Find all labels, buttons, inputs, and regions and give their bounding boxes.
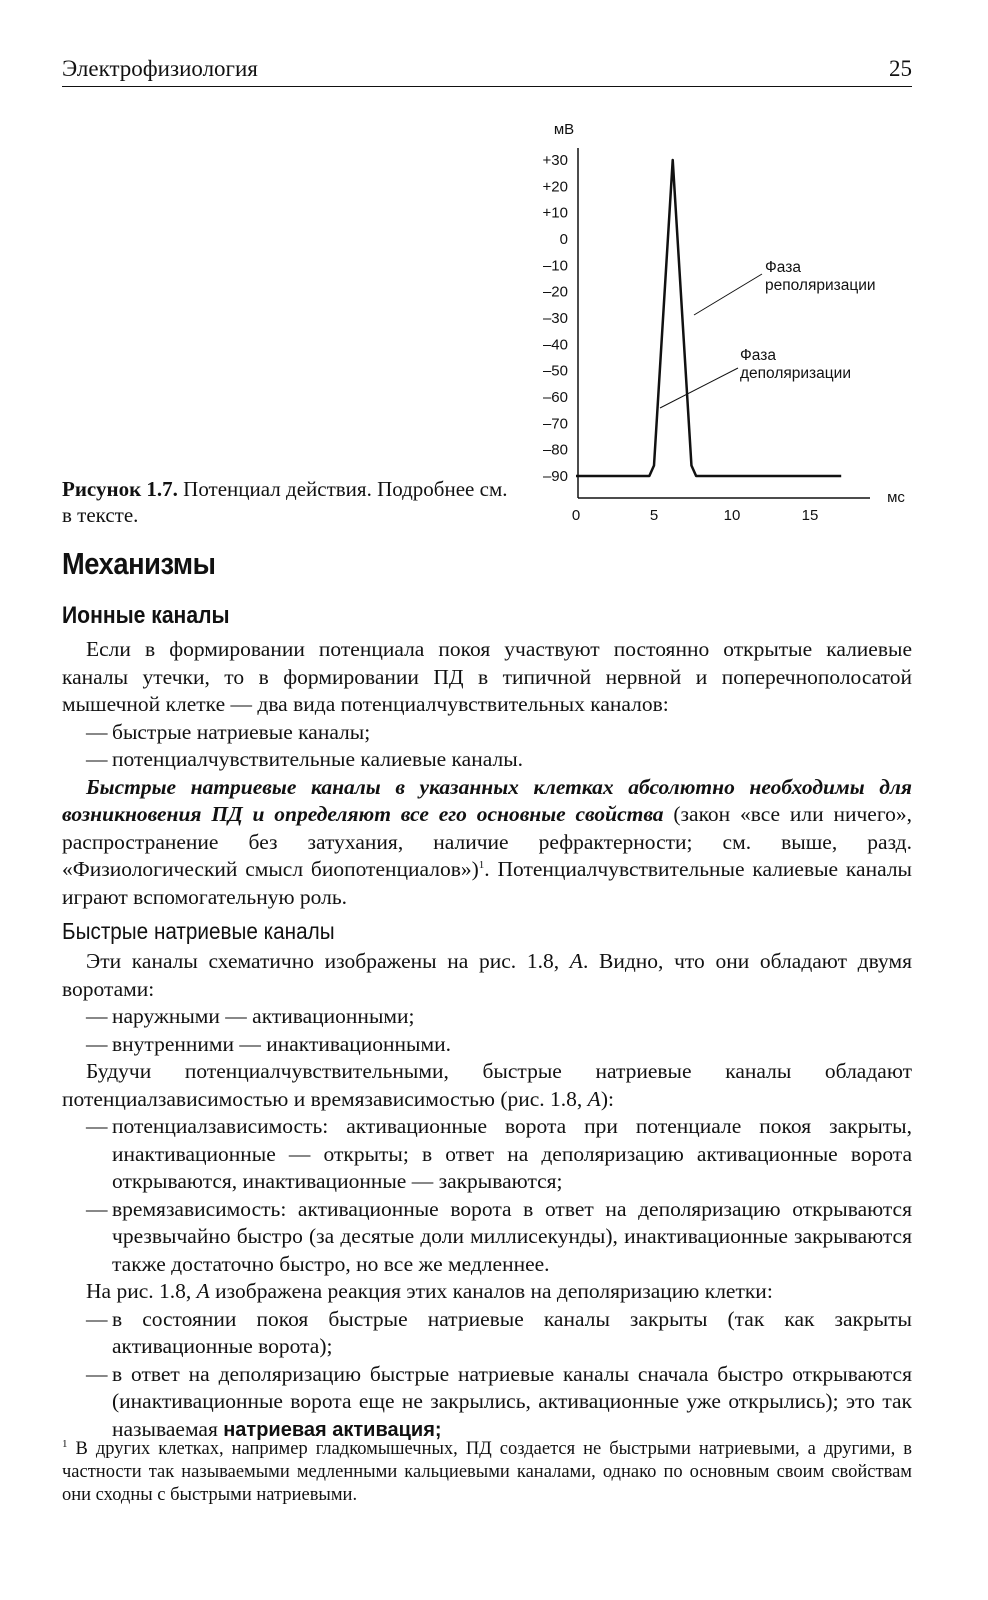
figure-ref: А [569,949,583,973]
text-span: в ответ на деполяризацию быстрые натриевые каналы сначала быстро открываются (инактивационные ворота еще не закрылись, активационные уже открылись); это так называемая [112,1361,912,1441]
depolarization-label: деполяризации [740,365,851,382]
caption-text: Потенциал действия. Подробнее см. в тексте. [62,477,508,527]
paragraph [62,1278,912,1306]
text-span: изображена реакция этих каналов на деполяризацию клетки: [209,1279,773,1303]
emphasis: Быстрые натриевые каналы в указанных клетках абсолютно необходимы для возникновения ПД и определяют все его основные свойства [62,774,912,826]
list-item: — в состоянии покоя быстрые натриевые каналы закрыты (так как закрыты активационные ворота); [62,1306,912,1361]
list-item: — наружными — активационными; [62,1003,912,1031]
chart-svg [500,100,930,560]
y-tick-label: +10 [542,204,568,222]
x-tick-label: 0 [571,507,581,524]
text-span: ): [600,1086,614,1111]
repolarization-label: реполяризации [765,277,876,294]
text-span: В других клетках, например гладкомышечных, ПД создается не быстрыми натриевыми, а другими, в частности так называемыми медленными кальциевыми каналами, однако по основным своим свойствам они сходны с быстрыми натриевыми. [62,1439,912,1505]
footnote-ref: 1 [478,858,485,871]
list-item: — потенциалчувствительные калиевые каналы. [62,746,912,774]
paragraph [62,774,912,912]
list-item: — времязависимость: активационные ворота в ответ на деполяризацию открываются чрезвычайно быстро (за десятые доли миллисекунды), инактивационные закрываются также достаточно быстро, но все же медленнее. [62,1196,912,1279]
section-title: Механизмы [62,546,216,581]
list-item [62,1361,912,1445]
y-tick-label: –70 [542,415,568,433]
y-tick-label: +30 [542,152,568,169]
depolarization-label: Фаза [740,347,776,364]
footnote-mark: 1 [62,1437,68,1450]
repolarization-leader [694,274,762,315]
caption-label: Рисунок 1.7. [62,477,178,501]
y-tick-label: –50 [542,362,568,380]
page-header [62,54,912,87]
depolarization-leader [660,368,738,408]
text-span: Будучи потенциалчувствительными, быстрые натриевые каналы обладают потенциалзависимостью и времязависимостью (рис. 1.8, [62,1059,912,1111]
action-potential-line [576,160,841,476]
list-item: — внутренними — инактивационными. [62,1031,912,1059]
list-item: — потенциалзависимость: активационные ворота при потенциале покоя закрыты, инактивационные — открыты; в ответ на деполяризацию активационные ворота открываются, инактивационные — закрываются; [62,1113,912,1196]
figure-ref: А [196,1279,210,1303]
subsection-title: Ионные каналы [62,602,230,629]
page-number: 25 [889,56,912,81]
paragraph: Если в формировании потенциала покоя участвуют постоянно открытые калиевые каналы утечки, то в формировании ПД в типичной нервной и поперечнополосатой мышечной клетке — два вида потенциалчувствительных каналов: [62,637,912,716]
x-tick-label: 15 [801,507,819,524]
x-tick-label: 10 [723,507,741,524]
y-tick-label: –90 [542,468,568,485]
text-span: . Потенциалчувствительные калиевые каналы играют вспомогательную роль. [62,857,912,909]
x-axis-label: мс [887,489,905,506]
text-span: На рис. 1.8, [86,1279,197,1303]
key-term: натриевая активация; [223,1418,442,1441]
text-span: . Видно, что они обладают двумя воротами: [62,949,912,1001]
repolarization-label: Фаза [765,259,801,276]
y-tick-label: –20 [542,283,568,301]
text-span: Эти каналы схематично изображены на рис. 1.8, [86,949,570,973]
y-axis-label: мВ [553,121,575,138]
y-tick-label: +20 [542,178,568,196]
figure-caption [62,476,522,528]
action-potential-chart [500,100,930,560]
y-tick-label: 0 [559,231,568,248]
y-tick-label: –40 [542,336,568,354]
paragraph [62,1058,912,1113]
y-tick-label: –80 [542,441,568,459]
ion-channels-text [62,636,912,911]
footnote [62,1438,912,1507]
footnote-text [62,1438,912,1507]
y-tick-label: –60 [542,389,568,406]
y-tick-label: –10 [542,257,568,275]
subsubsection-title: Быстрые натриевые каналы [62,918,335,944]
y-tick-label: –30 [542,310,568,327]
fast-channels-text [62,948,912,1444]
figure-ref: А [587,1086,601,1111]
list-item: — быстрые натриевые каналы; [62,719,912,747]
x-tick-label: 5 [649,507,659,524]
text-span: (закон «все или ничего», распространение без затухания, наличие рефрактерности; см. выше, разд. «Физиологический смысл биопотенциалов») [62,802,912,881]
paragraph [62,948,912,1003]
running-title: Электрофизиология [62,56,258,81]
